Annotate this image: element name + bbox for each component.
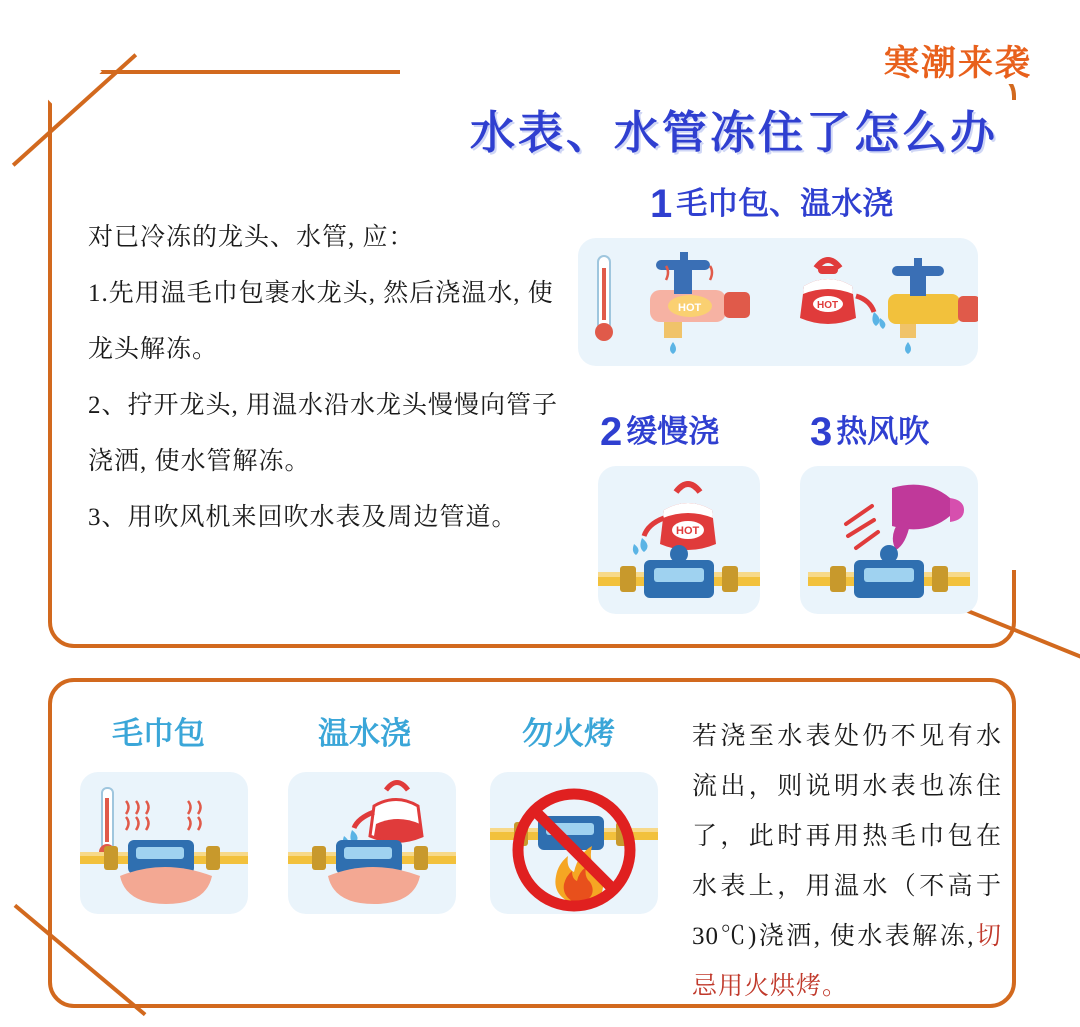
step-2-illustration (598, 466, 760, 614)
towel-wrap-meter-icon (80, 772, 248, 914)
instruction-step-1: 1.先用温毛巾包裹水龙头, 然后浇温水, 使龙头解冻。 (88, 280, 554, 363)
svg-text:HOT: HOT (817, 300, 839, 311)
svg-text:HOT: HOT (676, 525, 700, 537)
page-title: 水表、水管冻住了怎么办 (470, 107, 999, 158)
bottom-note-warning: 切忌用火烘烤。 (692, 923, 1002, 1000)
instruction-step-3: 3、用吹风机来回吹水表及周边管道。 (88, 504, 518, 531)
bottom-illustration-no-fire (490, 772, 658, 914)
step-2-label: 缓慢浇 (626, 414, 720, 449)
step-3-number: 3 (810, 410, 833, 454)
step-1-label: 毛巾包、温水浇 (676, 186, 894, 221)
frame-gap-right (1005, 100, 1035, 570)
step-3-illustration (800, 466, 978, 614)
bottom-label-towel: 毛巾包 (112, 716, 205, 751)
no-fire-meter-icon (490, 772, 658, 914)
svg-text:HOT: HOT (678, 302, 702, 314)
instructions-block (88, 210, 558, 546)
step-3-heading (810, 406, 929, 455)
instruction-step-2: 2、拧开龙头, 用温水沿水龙头慢慢向管子浇洒, 使水管解冻。 (88, 392, 559, 475)
step-1-illustration (578, 238, 978, 366)
kicker-text: 寒潮来袭 (883, 44, 1032, 83)
kettle-pour-watermeter-icon (598, 466, 760, 614)
bottom-illustration-towel (80, 772, 248, 914)
instructions-intro: 对已冷冻的龙头、水管, 应： (88, 224, 415, 251)
bottom-note-text: 若浇至水表处仍不见有水流出，则说明水表也冻住了，此时再用热毛巾包在水表上，用温水（不高于30℃)浇洒, 使水表解冻, (692, 723, 1002, 950)
step-2-heading (600, 406, 719, 455)
step-3-label: 热风吹 (836, 414, 930, 449)
bottom-note (692, 712, 1002, 1012)
bottom-illustration-warm-water (288, 772, 456, 914)
step-1-number: 1 (650, 182, 673, 226)
faucet-towel-kettle-icon (578, 238, 978, 366)
hairdryer-watermeter-icon (800, 466, 978, 614)
step-1-heading (650, 178, 893, 227)
bottom-label-no-fire: 勿火烤 (522, 716, 615, 751)
step-2-number: 2 (600, 410, 623, 454)
bottom-label-warm-water: 温水浇 (318, 716, 411, 751)
warm-water-pour-meter-icon (288, 772, 456, 914)
